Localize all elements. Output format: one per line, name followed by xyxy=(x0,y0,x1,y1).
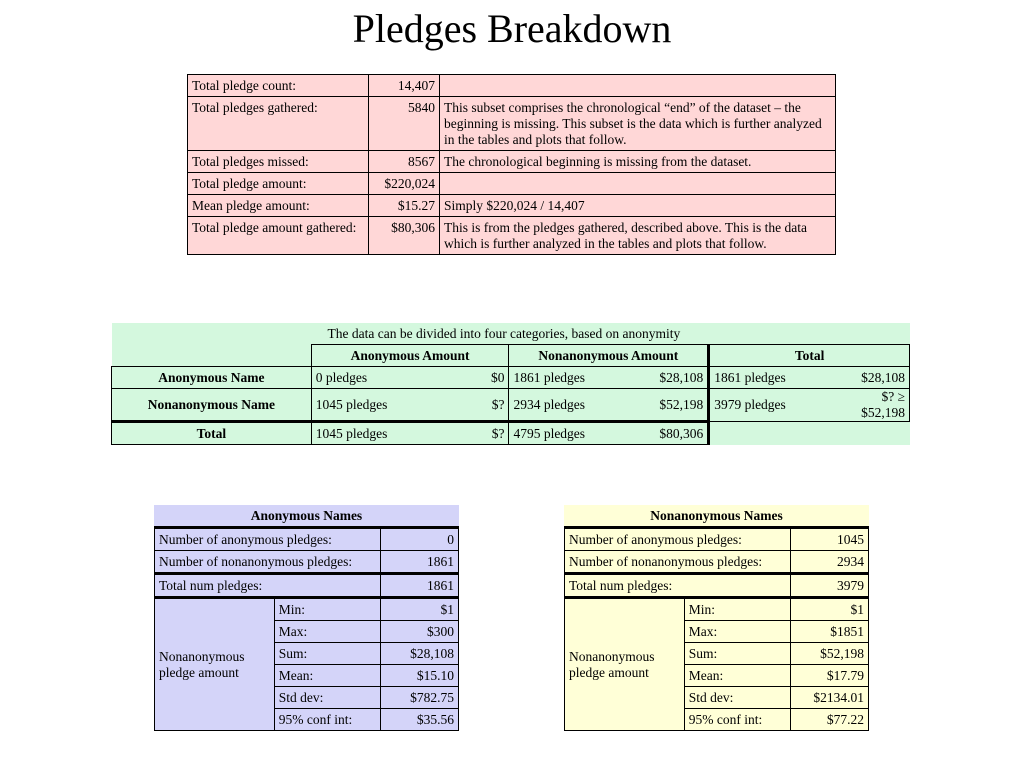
stat-label: Min: xyxy=(684,598,790,621)
page-title: Pledges Breakdown xyxy=(352,6,672,51)
stat-label: 95% conf int: xyxy=(684,709,790,731)
stat-value: $17.79 xyxy=(791,665,869,687)
cell-pledges: 4795 pledges xyxy=(509,422,649,445)
stat-value: $300 xyxy=(381,621,459,643)
anonymous-names-table xyxy=(154,505,459,731)
stat-label: Sum: xyxy=(274,643,380,665)
cell-pledges: 2934 pledges xyxy=(509,389,649,422)
cell-amount: $28,108 xyxy=(649,367,709,389)
empty-cell xyxy=(709,422,910,445)
summary-note: This subset comprises the chronological “end” of the dataset – the beginning is missing. This subset is the data which is further analyzed in the tables and plots that follow. xyxy=(440,97,836,151)
row-header-nonanonymous-name: Nonanonymous Name xyxy=(112,389,312,422)
row-value: 1045 xyxy=(791,528,869,551)
cell-pledges: 1861 pledges xyxy=(709,367,850,389)
stat-value: $77.22 xyxy=(791,709,869,731)
summary-note: Simply $220,024 / 14,407 xyxy=(440,195,836,217)
table-row xyxy=(112,389,910,422)
summary-note xyxy=(440,75,836,97)
row-value: 2934 xyxy=(791,551,869,574)
group-label: Nonanonymous pledge amount xyxy=(565,598,685,731)
row-label: Number of anonymous pledges: xyxy=(565,528,791,551)
cell-pledges: 1045 pledges xyxy=(311,389,451,422)
stat-label: 95% conf int: xyxy=(274,709,380,731)
cell-amount: $? xyxy=(451,389,509,422)
table-header: Anonymous Names xyxy=(250,507,363,523)
summary-value: 5840 xyxy=(369,97,440,151)
stat-value: $782.75 xyxy=(381,687,459,709)
table-row xyxy=(565,528,869,551)
stat-label: Mean: xyxy=(274,665,380,687)
row-value: 0 xyxy=(381,528,459,551)
stat-label: Max: xyxy=(274,621,380,643)
summary-label: Total pledge count: xyxy=(188,75,369,97)
summary-note xyxy=(440,173,836,195)
summary-label: Total pledges gathered: xyxy=(188,97,369,151)
summary-value: $220,024 xyxy=(369,173,440,195)
table-row xyxy=(188,97,836,151)
summary-label: Mean pledge amount: xyxy=(188,195,369,217)
category-caption: The data can be divided into four categories, based on anonymity xyxy=(112,323,910,345)
row-label: Number of nonanonymous pledges: xyxy=(155,551,381,574)
table-row xyxy=(188,217,836,255)
table-row xyxy=(188,173,836,195)
table-header: Nonanonymous Names xyxy=(650,507,783,523)
table-row xyxy=(188,75,836,97)
row-header-anonymous-name: Anonymous Name xyxy=(112,367,312,389)
row-label: Total num pledges: xyxy=(565,574,791,598)
row-value: 3979 xyxy=(791,574,869,598)
cell-amount: $0 xyxy=(451,367,509,389)
stat-label: Sum: xyxy=(684,643,790,665)
category-table xyxy=(111,323,910,445)
cell-amount: $80,306 xyxy=(649,422,709,445)
nonanonymous-names-table xyxy=(564,505,869,731)
summary-label: Total pledge amount: xyxy=(188,173,369,195)
cell-amount: $52,198 xyxy=(649,389,709,422)
column-header-total: Total xyxy=(709,345,910,367)
summary-label: Total pledges missed: xyxy=(188,151,369,173)
cell-pledges: 1861 pledges xyxy=(509,367,649,389)
stat-label: Std dev: xyxy=(274,687,380,709)
cell-amount: $? ≥ $52,198 xyxy=(849,389,909,422)
cell-pledges: 0 pledges xyxy=(311,367,451,389)
stat-value: $2134.01 xyxy=(791,687,869,709)
table-row xyxy=(565,551,869,574)
summary-table xyxy=(187,74,836,255)
table-row xyxy=(155,598,459,621)
stat-value: $52,198 xyxy=(791,643,869,665)
cell-amount: $28,108 xyxy=(849,367,909,389)
group-label: Nonanonymous pledge amount xyxy=(155,598,275,731)
stat-value: $28,108 xyxy=(381,643,459,665)
stat-label: Min: xyxy=(274,598,380,621)
table-row xyxy=(112,367,910,389)
summary-note: The chronological beginning is missing from the dataset. xyxy=(440,151,836,173)
table-row xyxy=(565,598,869,621)
column-header-nonanonymous-amount: Nonanonymous Amount xyxy=(509,345,709,367)
cell-pledges: 1045 pledges xyxy=(311,422,451,445)
column-header-anonymous-amount: Anonymous Amount xyxy=(311,345,509,367)
row-value: 1861 xyxy=(381,551,459,574)
summary-value: $80,306 xyxy=(369,217,440,255)
stat-label: Mean: xyxy=(684,665,790,687)
stat-label: Std dev: xyxy=(684,687,790,709)
row-header-total: Total xyxy=(112,422,312,445)
row-label: Number of nonanonymous pledges: xyxy=(565,551,791,574)
table-row xyxy=(188,151,836,173)
stat-value: $1 xyxy=(791,598,869,621)
summary-note: This is from the pledges gathered, described above. This is the data which is further analyzed in the tables and plots that follow. xyxy=(440,217,836,255)
cell-amount: $? xyxy=(451,422,509,445)
stat-value: $15.10 xyxy=(381,665,459,687)
empty-corner xyxy=(112,345,312,367)
stat-value: $1 xyxy=(381,598,459,621)
summary-value: $15.27 xyxy=(369,195,440,217)
table-row xyxy=(155,574,459,598)
table-row xyxy=(112,422,910,445)
table-row xyxy=(155,551,459,574)
row-label: Number of anonymous pledges: xyxy=(155,528,381,551)
cell-pledges: 3979 pledges xyxy=(709,389,850,422)
table-row xyxy=(565,574,869,598)
stat-value: $1851 xyxy=(791,621,869,643)
summary-value: 14,407 xyxy=(369,75,440,97)
row-value: 1861 xyxy=(381,574,459,598)
table-row xyxy=(155,528,459,551)
stat-value: $35.56 xyxy=(381,709,459,731)
table-row xyxy=(188,195,836,217)
summary-label: Total pledge amount gathered: xyxy=(188,217,369,255)
stat-label: Max: xyxy=(684,621,790,643)
summary-value: 8567 xyxy=(369,151,440,173)
row-label: Total num pledges: xyxy=(155,574,381,598)
